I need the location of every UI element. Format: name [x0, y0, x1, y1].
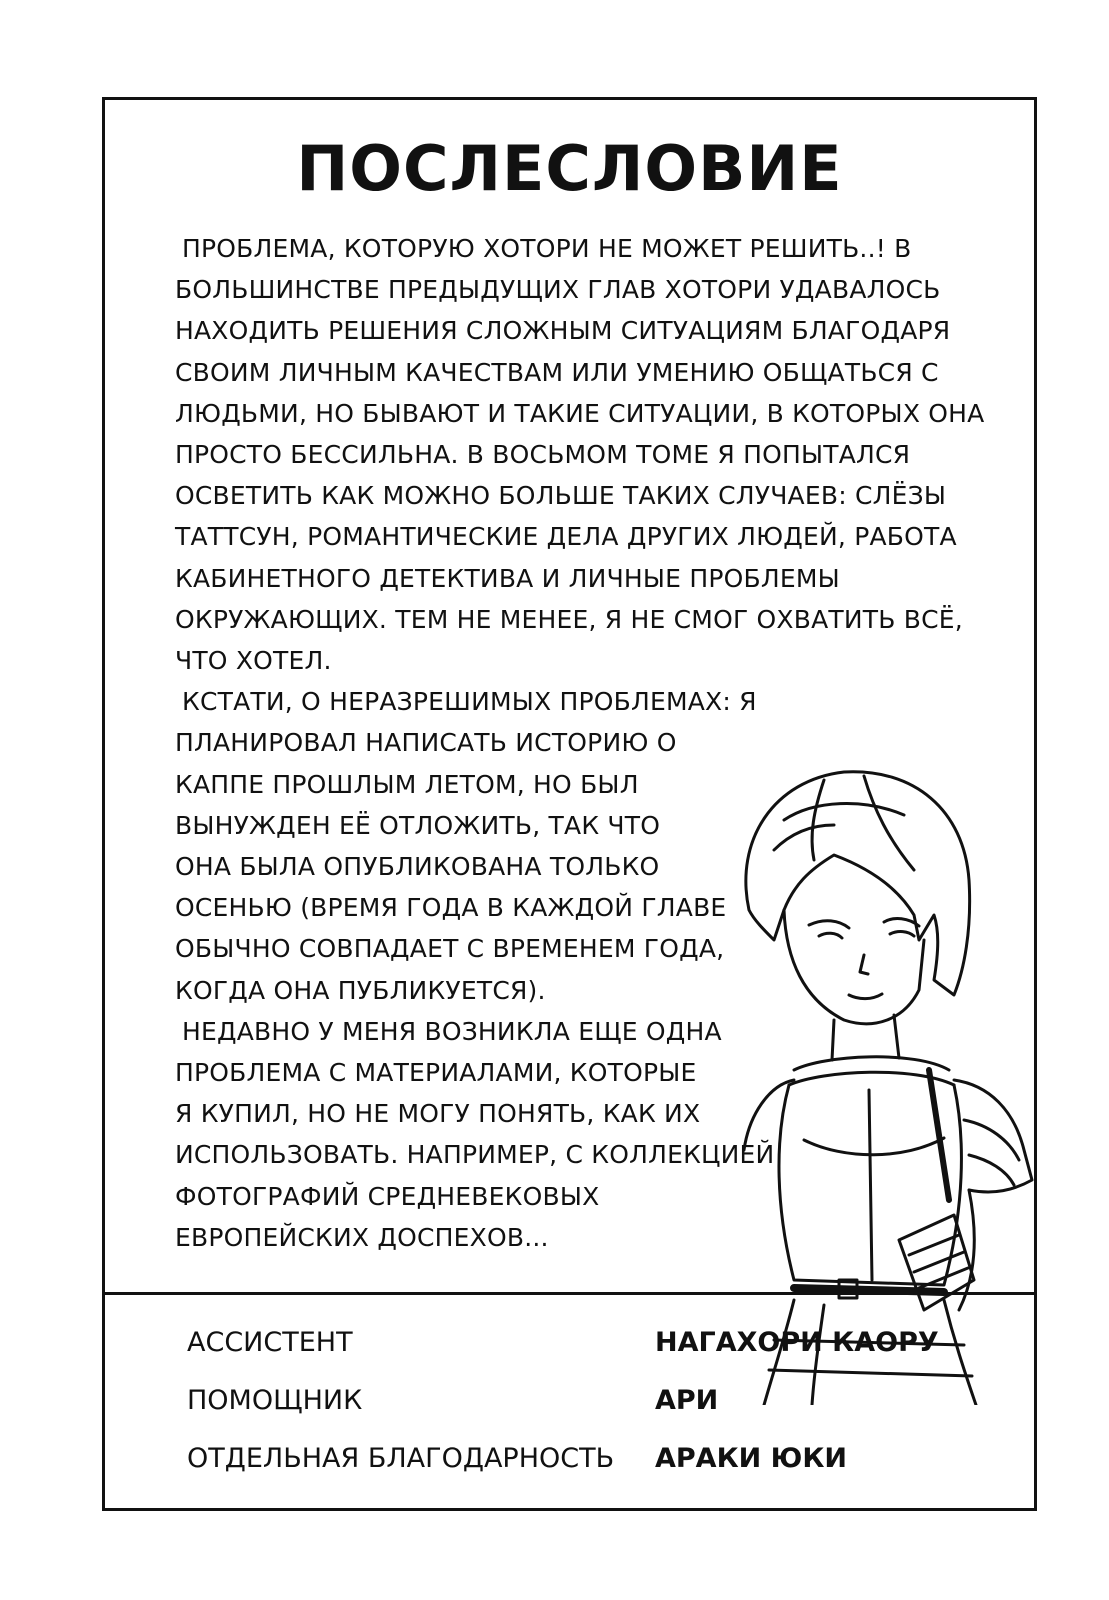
text-line: КОГДА ОНА ПУБЛИКУЕТСЯ). [175, 975, 546, 1005]
afterword-frame [102, 97, 1037, 1511]
text-line: ФОТОГРАФИЙ СРЕДНЕВЕКОВЫХ [175, 1181, 600, 1211]
credit-role: АССИСТЕНТ [187, 1327, 353, 1358]
text-line: ЛЮДЬМИ, НО БЫВАЮТ И ТАКИЕ СИТУАЦИИ, В КОТОРЫХ ОНА [175, 398, 985, 428]
credit-role: ПОМОЩНИК [187, 1385, 363, 1416]
text-line: ОКРУЖАЮЩИХ. ТЕМ НЕ МЕНЕЕ, Я НЕ СМОГ ОХВАТИТЬ ВСЁ, [175, 604, 963, 634]
text-line: НАХОДИТЬ РЕШЕНИЯ СЛОЖНЫМ СИТУАЦИЯМ БЛАГОДАРЯ [175, 316, 951, 346]
text-line: КСТАТИ, О НЕРАЗРЕШИМЫХ ПРОБЛЕМАХ: Я [182, 687, 757, 717]
text-line: НЕДАВНО У МЕНЯ ВОЗНИКЛА ЕЩЕ ОДНА [182, 1016, 722, 1046]
text-line: ЕВРОПЕЙСКИХ ДОСПЕХОВ... [175, 1222, 549, 1252]
text-line: ОБЫЧНО СОВПАДАЕТ С ВРЕМЕНЕМ ГОДА, [175, 934, 725, 964]
credits-list [187, 1314, 947, 1488]
text-line: СВОИМ ЛИЧНЫМ КАЧЕСТВАМ ИЛИ УМЕНИЮ ОБЩАТЬСЯ С [175, 357, 939, 387]
text-line: ПРОБЛЕМА С МАТЕРИАЛАМИ, КОТОРЫЕ [175, 1058, 697, 1088]
credits-divider [105, 1292, 1034, 1295]
text-line: ОНА БЫЛА ОПУБЛИКОВАНА ТОЛЬКО [175, 852, 660, 882]
page-title: ПОСЛЕСЛОВИЕ [296, 132, 843, 205]
credit-name: НАГАХОРИ КАОРУ [655, 1327, 939, 1358]
armored-girl-illustration [714, 740, 1034, 1405]
credit-row [187, 1430, 947, 1488]
text-line: ВЫНУЖДЕН ЕЁ ОТЛОЖИТЬ, ТАК ЧТО [175, 810, 661, 840]
text-line: ЧТО ХОТЕЛ. [175, 646, 332, 676]
text-line: Я КУПИЛ, НО НЕ МОГУ ПОНЯТЬ, КАК ИХ [175, 1099, 701, 1129]
credit-role: ОТДЕЛЬНАЯ БЛАГОДАРНОСТЬ [187, 1443, 615, 1474]
credit-row [187, 1314, 947, 1372]
text-line: ИСПОЛЬЗОВАТЬ. НАПРИМЕР, С КОЛЛЕКЦИЕЙ [175, 1140, 775, 1170]
text-line: ТАТТСУН, РОМАНТИЧЕСКИЕ ДЕЛА ДРУГИХ ЛЮДЕЙ, РАБОТА [175, 522, 957, 552]
text-line: ПРОБЛЕМА, КОТОРУЮ ХОТОРИ НЕ МОЖЕТ РЕШИТЬ..! В [182, 234, 912, 263]
text-line: ПЛАНИРОВАЛ НАПИСАТЬ ИСТОРИЮ О [175, 728, 677, 758]
text-line: КАППЕ ПРОШЛЫМ ЛЕТОМ, НО БЫЛ [175, 769, 639, 799]
text-line: ОСЕНЬЮ (ВРЕМЯ ГОДА В КАЖДОЙ ГЛАВЕ [175, 893, 727, 923]
text-line: КАБИНЕТНОГО ДЕТЕКТИВА И ЛИЧНЫЕ ПРОБЛЕМЫ [175, 563, 840, 593]
text-line: ПРОСТО БЕССИЛЬНА. В ВОСЬМОМ ТОМЕ Я ПОПЫТАЛСЯ [175, 440, 911, 470]
text-line: БОЛЬШИНСТВЕ ПРЕДЫДУЩИХ ГЛАВ ХОТОРИ УДАВАЛОСЬ [175, 275, 941, 305]
credit-row [187, 1372, 947, 1430]
text-line: ОСВЕТИТЬ КАК МОЖНО БОЛЬШЕ ТАКИХ СЛУЧАЕВ: СЛЁЗЫ [175, 481, 947, 511]
credit-name: АРИ [655, 1385, 719, 1416]
credit-name: АРАКИ ЮКИ [655, 1443, 848, 1474]
